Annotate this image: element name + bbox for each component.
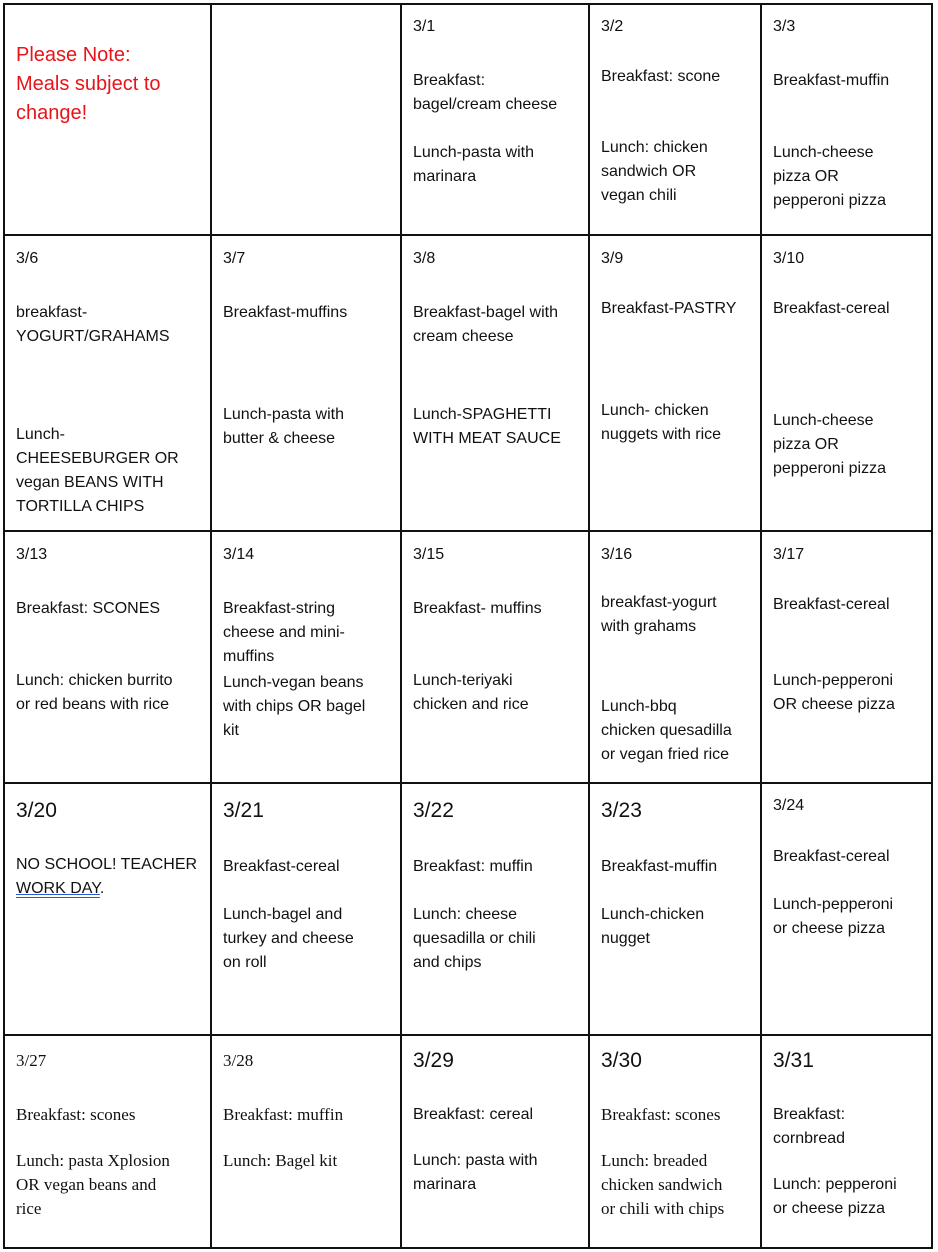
lunch-text: Lunch-pepperoni or cheese pizza xyxy=(773,896,894,937)
date-label: 3/17 xyxy=(773,546,805,563)
calendar-cell xyxy=(210,530,402,784)
lunch-text: Lunch-pepperoni OR cheese pizza xyxy=(773,672,895,713)
notice-text: Please Note: Meals subject to change! xyxy=(16,44,161,124)
date-label: 3/31 xyxy=(773,1049,814,1072)
lunch-text: Lunch-pasta with marinara xyxy=(413,144,534,185)
date-label: 3/28 xyxy=(223,1051,254,1070)
date-label: 3/2 xyxy=(601,18,624,35)
date-label: 3/3 xyxy=(773,18,796,35)
date-label: 3/27 xyxy=(16,1051,47,1070)
calendar-cell xyxy=(588,782,762,1036)
date-label: 3/10 xyxy=(773,250,805,267)
breakfast-text: Breakfast-muffin xyxy=(601,858,718,875)
lunch-text: Lunch-cheese pizza OR pepperoni pizza xyxy=(773,144,886,209)
calendar-cell xyxy=(3,234,212,532)
breakfast-text: Breakfast-PASTRY xyxy=(601,300,737,317)
lunch-text: Lunch-SPAGHETTI WITH MEAT SAUCE xyxy=(413,406,561,447)
lunch-text: Lunch: Bagel kit xyxy=(223,1151,338,1170)
lunch-text: Lunch-bagel and turkey and cheese on roll xyxy=(223,906,354,971)
calendar-cell xyxy=(400,1034,590,1249)
lunch-text: Lunch- chicken nuggets with rice xyxy=(601,402,722,443)
calendar-cell xyxy=(210,3,402,236)
calendar-cell xyxy=(588,234,762,532)
date-label: 3/14 xyxy=(223,546,255,563)
lunch-text: Lunch: pasta with marinara xyxy=(413,1152,538,1193)
calendar-cell xyxy=(3,782,212,1036)
breakfast-text: Breakfast-cereal xyxy=(223,858,340,875)
lunch-text: Lunch-cheese pizza OR pepperoni pizza xyxy=(773,412,886,477)
date-label: 3/7 xyxy=(223,250,246,267)
no-school-note xyxy=(16,853,206,901)
lunch-text: Lunch: chicken sandwich OR vegan chili xyxy=(601,139,708,204)
breakfast-text: breakfast- YOGURT/GRAHAMS xyxy=(16,304,170,345)
calendar-cell xyxy=(3,3,212,236)
breakfast-text: Breakfast-cereal xyxy=(773,300,890,317)
lunch-text: Lunch: cheese quesadilla or chili and chips xyxy=(413,906,536,971)
date-label: 3/24 xyxy=(773,797,805,814)
date-label: 3/22 xyxy=(413,799,454,822)
date-label: 3/20 xyxy=(16,799,57,822)
calendar-cell xyxy=(760,530,933,784)
lunch-text: Lunch-vegan beans with chips OR bagel kit xyxy=(223,674,366,739)
calendar-cell xyxy=(400,234,590,532)
note-text: NO SCHOOL! TEACHER xyxy=(16,856,198,873)
note-text: . xyxy=(99,880,105,897)
breakfast-text: Breakfast-cereal xyxy=(773,848,890,865)
breakfast-text: Breakfast: bagel/cream cheese xyxy=(413,72,558,113)
calendar-cell xyxy=(760,3,933,236)
breakfast-text: Breakfast: cornbread xyxy=(773,1106,846,1147)
calendar-cell xyxy=(760,782,933,1036)
breakfast-text: Breakfast: scones xyxy=(16,1105,136,1124)
lunch-text: Lunch-teriyaki chicken and rice xyxy=(413,672,529,713)
calendar-cell xyxy=(400,782,590,1036)
breakfast-text: Breakfast- muffins xyxy=(413,600,542,617)
calendar-cell xyxy=(210,1034,402,1249)
lunch-text: Lunch: breaded chicken sandwich or chili with chips xyxy=(601,1151,725,1218)
lunch-text: Lunch-chicken nugget xyxy=(601,906,705,947)
breakfast-text: Breakfast: muffin xyxy=(413,858,533,875)
calendar-cell xyxy=(588,1034,762,1249)
calendar-cell xyxy=(760,1034,933,1249)
lunch-text: Lunch- CHEESEBURGER OR vegan BEANS WITH TORTILLA CHIPS xyxy=(16,426,179,515)
lunch-text: Lunch: pepperoni or cheese pizza xyxy=(773,1176,897,1217)
breakfast-text: Breakfast-muffin xyxy=(773,72,890,89)
breakfast-text: Breakfast: cereal xyxy=(413,1106,534,1123)
date-label: 3/30 xyxy=(601,1049,642,1072)
date-label: 3/29 xyxy=(413,1049,454,1072)
calendar-cell xyxy=(400,530,590,784)
breakfast-text: Breakfast-cereal xyxy=(773,596,890,613)
calendar-cell xyxy=(3,530,212,784)
breakfast-text: Breakfast: scone xyxy=(601,68,721,85)
date-label: 3/21 xyxy=(223,799,264,822)
calendar-cell xyxy=(210,782,402,1036)
breakfast-text: Breakfast-string cheese and mini- muffins xyxy=(223,600,345,665)
breakfast-text: Breakfast: scones xyxy=(601,1105,721,1124)
breakfast-text: Breakfast: muffin xyxy=(223,1105,344,1124)
lunch-text: Lunch: chicken burrito or red beans with rice xyxy=(16,672,173,713)
calendar-cell xyxy=(588,3,762,236)
calendar-cell xyxy=(3,1034,212,1249)
lunch-text: Lunch-bbq chicken quesadilla or vegan fried rice xyxy=(601,698,732,763)
note-text: WORK DAY xyxy=(16,880,100,897)
date-label: 3/8 xyxy=(413,250,436,267)
calendar-cell xyxy=(210,234,402,532)
lunch-text: Lunch-pasta with butter & cheese xyxy=(223,406,344,447)
date-label: 3/16 xyxy=(601,546,633,563)
date-label: 3/15 xyxy=(413,546,445,563)
date-label: 3/9 xyxy=(601,250,624,267)
calendar-cell xyxy=(588,530,762,784)
date-label: 3/6 xyxy=(16,250,39,267)
date-label: 3/1 xyxy=(413,18,436,35)
lunch-text: Lunch: pasta Xplosion OR vegan beans and rice xyxy=(16,1151,170,1218)
breakfast-text: Breakfast: SCONES xyxy=(16,600,161,617)
date-label: 3/23 xyxy=(601,799,642,822)
breakfast-text: Breakfast-muffins xyxy=(223,304,348,321)
breakfast-text: Breakfast-bagel with cream cheese xyxy=(413,304,558,345)
calendar-cell xyxy=(760,234,933,532)
date-label: 3/13 xyxy=(16,546,48,563)
calendar-cell xyxy=(400,3,590,236)
breakfast-text: breakfast-yogurt with grahams xyxy=(601,594,717,635)
